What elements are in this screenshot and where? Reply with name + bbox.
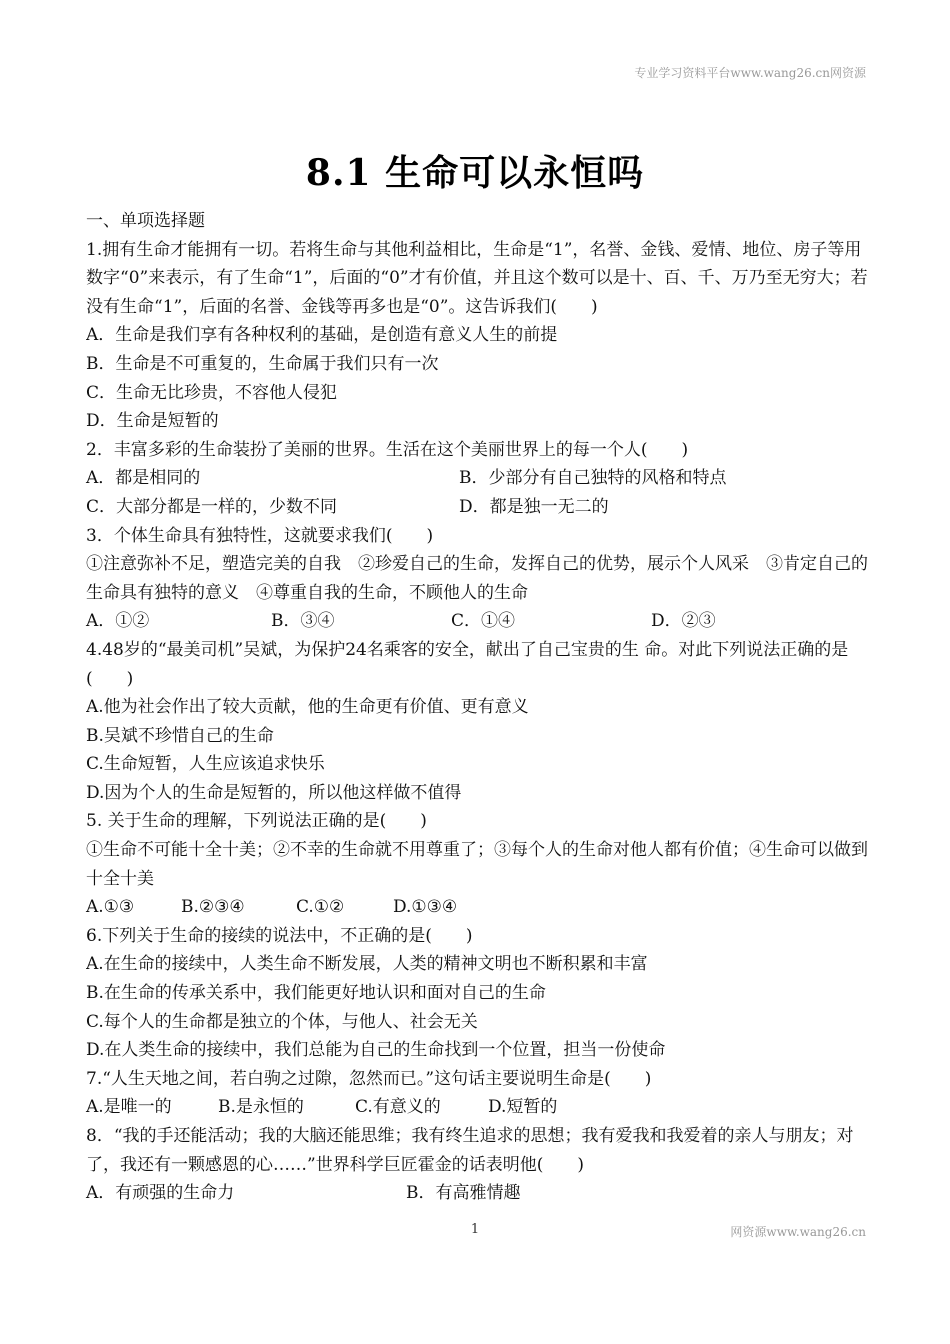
page-number: 1 [470,1222,480,1237]
question-5-statements: ①生命不可能十全十美；②不幸的生命就不用尊重了；③每个人的生命对他人都有价值；④生命可以做到十全十美 [86,840,868,889]
question-3-option-c: C．①④ [451,611,516,632]
question-5-option-d: D.①③④ [393,897,458,918]
document-title: 8.1 生命可以永恒吗 [305,152,645,194]
question-5-option-b: B.②③④ [181,897,245,918]
question-3-option-b: B．③④ [271,611,335,632]
question-1-option-d: D．生命是短暂的 [86,411,219,432]
question-5-options [86,893,876,922]
section-heading: 一、单项选择题 [86,211,205,231]
question-5-option-a: A.①③ [86,897,135,918]
page-footer-watermark: 网资源www.wang26.cn [730,1225,866,1239]
question-4-option-b: B.吴斌不珍惜自己的生命 [86,725,274,746]
question-7-option-a: A.是唯一的 [86,1097,172,1118]
question-4-option-a: A.他为社会作出了较大贡献，他的生命更有价值、更有意义 [86,697,529,718]
question-5-stem: 5. 关于生命的理解，下列说法正确的是( ) [86,811,427,832]
question-2-option-c: C．大部分都是一样的，少数不同 [86,496,338,517]
question-7-stem: 7.“人生天地之间，若白驹之过隙，忽然而已。”这句话主要说明生命是( ) [86,1068,652,1089]
question-2-option-d: D．都是独一无二的 [459,496,609,517]
page-header-watermark: 专业学习资料平台www.wang26.cn网资源 [634,66,866,80]
question-8-stem: 8．“我的手还能活动；我的大脑还能思维；我有终生追求的思想；我有爱我和我爱着的亲人与朋友；对了，我还有一颗感恩的心……”世界科学巨匠霍金的话表明他( ) [86,1126,854,1175]
question-4-option-c: C.生命短暂，人生应该追求快乐 [86,754,325,775]
question-2-options-row-2 [86,493,876,522]
question-1-stem: 1.拥有生命才能拥有一切。若将生命与其他利益相比，生命是“1”，名誉、金钱、爱情、地位、房子等用数字“0”来表示，有了生命“1”，后面的“0”才有价值，并且这个数可以是十、百、千、万乃至无穷大；若没有生命“1”，后面的名誉、金钱等再多也是“0”。这告诉我们( ) [86,239,868,317]
question-1-option-b: B．生命是不可重复的，生命属于我们只有一次 [86,353,439,374]
question-2-option-b: B．少部分有自己独特的风格和特点 [459,468,727,489]
question-8-option-b: B．有高雅情趣 [406,1183,521,1204]
question-3-stem: 3．个体生命具有独特性，这就要求我们( ) [86,525,434,546]
question-2-stem: 2．丰富多彩的生命装扮了美丽的世界。生活在这个美丽世界上的每一个人( ) [86,439,689,460]
question-1-option-c: C．生命无比珍贵，不容他人侵犯 [86,382,338,403]
question-3-options [86,607,876,636]
question-2-options-row-1 [86,464,876,493]
question-3-option-d: D．②③ [651,611,716,632]
question-1-option-a: A．生命是我们享有各种权利的基础，是创造有意义人生的前提 [86,325,558,346]
question-7-option-c: C.有意义的 [355,1097,441,1118]
question-4-stem: 4.48岁的“最美司机”吴斌，为保护24名乘客的安全，献出了自己宝贵的生 命。对此下列说法正确的是( ) [86,639,849,689]
question-list [86,207,876,1208]
question-3-option-a: A．①② [86,611,150,632]
question-6-option-c: C.每个人的生命都是独立的个体，与他人、社会无关 [86,1011,478,1032]
question-6-option-d: D.在人类生命的接续中，我们总能为自己的生命找到一个位置，担当一份使命 [86,1040,666,1061]
question-6-option-b: B.在生命的传承关系中，我们能更好地认识和面对自己的生命 [86,983,546,1004]
question-8-options-row [86,1179,876,1208]
question-7-option-b: B.是永恒的 [218,1097,304,1118]
question-3-statements: ①注意弥补不足，塑造完美的自我 ②珍爱自己的生命，发挥自己的优势，展示个人风采 ③肯定自己的生命具有独特的意义 ④尊重自我的生命，不顾他人的生命 [86,554,868,603]
question-5-option-c: C.①② [296,897,345,918]
question-8-option-a: A．有顽强的生命力 [86,1183,235,1204]
question-7-options [86,1093,876,1122]
question-2-option-a: A．都是相同的 [86,468,201,489]
question-4-option-d: D.因为个人的生命是短暂的，所以他这样做不值得 [86,782,462,803]
question-7-option-d: D.短暂的 [488,1097,558,1118]
question-6-option-a: A.在生命的接续中，人类生命不断发展，人类的精神文明也不断积累和丰富 [86,954,648,975]
question-6-stem: 6.下列关于生命的接续的说法中，不正确的是( ) [86,925,473,946]
